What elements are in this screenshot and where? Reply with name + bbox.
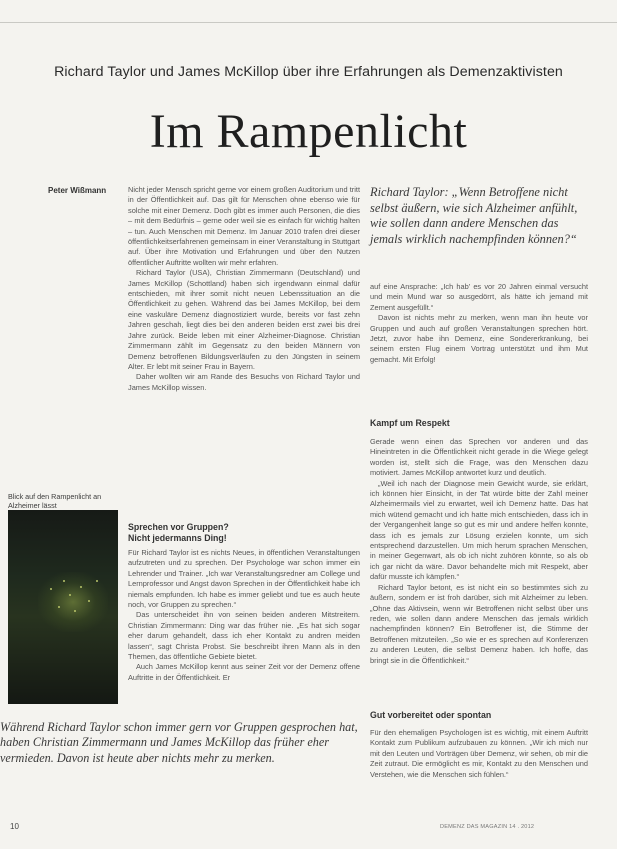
light-dot [88,600,90,602]
paragraph: Für den ehemaligen Psychologen ist es wichtig, mit einem Auftritt Kontakt zum Publikum aufzubauen zu können. „Wir ich mich nur mit den Leuten und Vorträgen über Demenz, wir sehen, ob mir die Zeit zutraut. Die ermöglicht es mir, Kontakt zu den Menschen und Verstehen, wie die Menschen sich fühlen.“ [370,728,588,779]
photo-caption: Blick auf den Rampenlicht an Alzheimer lässt [8,492,102,511]
body-column-2a [370,282,588,388]
body-column-1 [128,185,360,491]
paragraph: Richard Taylor (USA), Christian Zimmermann (Deutschland) und James McKillop (Schottland) haben sich irgendwann einmal dafür entschieden, mit ihrer somit nicht neuen Lebenssituation an die Öffentlichkeit zu gehen. Während das bei James McKillop, bei dem eine vaskuläre Demenz diagnostiziert wurde, bereits vor fast zehn Jahren geschah, liegt dies bei den anderen beiden erst zwei bis drei Jahre zurück. Beide leben mit einer Alzheimer-Diagnose. Christian Zimmermann zählt im Gegensatz zu den beiden Männern von Demenz betroffenen Bildungsverläufen zu den Jüngsten in seinem Alter. Er lebt mit seiner Frau in Bayern. [128,268,360,371]
article-headline: Im Rampenlicht [149,105,468,158]
body-column-2b [370,437,588,705]
paragraph: Gerade wenn einen das Sprechen vor anderen und das Hineintreten in die Öffentlichkeit nicht gerade in die Wiege gelegt worden ist, stellt sich die Frage, was den Menschen dazu motiviert. James McKillop antwortet kurz und deutlich. [370,437,588,478]
paragraph: auf eine Ansprache: „Ich hab’ es vor 20 Jahren einmal versucht und mein Mund war so ausgedörrt, als hätte ich jemand mit Zement ausgefüllt.“ [370,282,588,312]
footer-magazine-label: DEMENZ DAS MAGAZIN 14 . 2012 [440,824,535,830]
subheading-sprechen [128,522,229,544]
subheading-respekt: Kampf um Respekt [370,418,450,428]
paragraph: Auch James McKillop kennt aus seiner Zeit vor der Demenz offene Auftritte in der Öffentlichkeit. Er [128,662,360,682]
header-rule [0,22,617,23]
pull-quote-bottom: Während Richard Taylor schon immer gern vor Gruppen gesprochen hat, haben Christian Zimmermann und James McKillop das früher eher vermieden. Davon ist heute aber nichts mehr zu merken. [0,720,358,765]
paragraph: Daher wollten wir am Rande des Besuchs von Richard Taylor und James McKillop wissen. [128,372,360,392]
paragraph: Nicht jeder Mensch spricht gerne vor einem großen Auditorium und tritt in der Öffentlichkeit auf. Das gilt für Menschen ohne ebenso wie für solche mit einer Demenz. Doch gibt es immer auch Personen, die dies – mit dem Bedürfnis – gerne oder weil sie es einfach für wichtig halten – tun. Auch Menschen mit Demenz. Im Januar 2010 trafen drei dieser öffentlichkeitserfahrenen gemeinsam in einer Veranstaltung in Stuttgart auf. Über ihre Motivation und Erfahrungen und über den Nutzen öffentlicher Auftritte wollten wir mehr erfahren. [128,185,360,267]
body-column-1b [128,548,360,701]
light-dot [69,594,71,596]
light-dot [50,588,52,590]
article-photo [8,510,118,704]
page-number: 10 [10,822,19,831]
body-column-2c [370,728,588,798]
paragraph: Das unterscheidet ihn von seinen beiden anderen Mitstreitern. Christian Zimmermann: Ding war das früher nie. „Es hat sich sogar eher darum gehandelt, dass ich eher Kontakt zu andren meiden lassen“, sagt Christa Probst. Sie beschreibt ihren Mann als in den Themen, das öffentliche Gebiete bietet. [128,610,360,662]
pull-quote-top: Richard Taylor: „Wenn Betroffene nicht selbst äußern, wie sich Alzheimer anfühlt, wie sollen dann andere Menschen das jemals wirklich nachempfinden können?“ [370,185,578,246]
article-kicker: Richard Taylor und James McKillop über ihre Erfahrungen als Demenzaktivisten [54,64,563,80]
subheading-vorbereitet: Gut vorbereitet oder spontan [370,710,492,720]
light-dot [80,586,82,588]
subheading-text: Sprechen vor Gruppen? Nicht jedermanns Ding! [128,522,229,543]
light-dot [63,580,65,582]
paragraph: Für Richard Taylor ist es nichts Neues, in öffentlichen Veranstaltungen aufzutreten und zu sprechen. Der Psychologe war schon immer ein Lehrender und Trainer. „Ich war Veranstaltungsredner am College und Lernprofessor und Angst davon Sprechen in der Öffentlichkeit habe ich niemals empfunden. Ich habe es immer geliebt und tue es auch heute noch, vor Gruppen zu sprechen.“ [128,548,360,610]
paragraph: Davon ist nichts mehr zu merken, wenn man ihn heute vor Gruppen und auch auf großen Veranstaltungen sprechen hört. Jetzt, zuvor habe ihn Demenz, eine Sondererkrankung, bei seinem ersten Flug einem Vortrag unterstützt und ihm Mut gemacht. Mit Erfolg! [370,313,588,364]
light-dot [96,580,98,582]
light-dot [58,606,60,608]
paragraph: „Weil ich nach der Diagnose mein Gewicht wurde, sie erklärt, ich können hier Einsicht, in der Tat würde bitte der Zahl meiner Alzheimermails viel zu erwartet, weil ich Demenz hatte. Das hat mich wütend gemacht und ich hatte mich entschieden, dass ich in der Vergangenheit lange so gut es mir und andere helfen konnte, dass ich es jemals zur Lösung erzielen konnte, um sich entsprechend darzustellen. Um mich herum sprachen Menschen, in meiner Gegenwart, als ob ich nicht zuhören könnte, so als ob ich gar nicht da wäre. Davor behandelte mich mit Respekt, aber dafür musste ich kämpfen.“ [370,478,588,582]
author-byline: Peter Wißmann [48,186,107,195]
paragraph: Richard Taylor betont, es ist nicht ein so bestimmtes sich zu äußern, sondern er ist froh darüber, sich mit Alzheimer zu leben. „Ohne das Aktivsein, wenn wir Betroffenen nicht selbst über uns reden, wie sollen dann andere Menschen das jemals wirklich nachempfinden können? Ein Betroffener ist, die Stimme der Betroffenen mitzuteilen. „So wie er es sprechen auf Konferenzen zu anderen Leuten, die selbst Demenz haben. Ich hoffe, das bringt sie in die Öffentlichkeit.“ [370,582,588,665]
light-dot [74,610,76,612]
